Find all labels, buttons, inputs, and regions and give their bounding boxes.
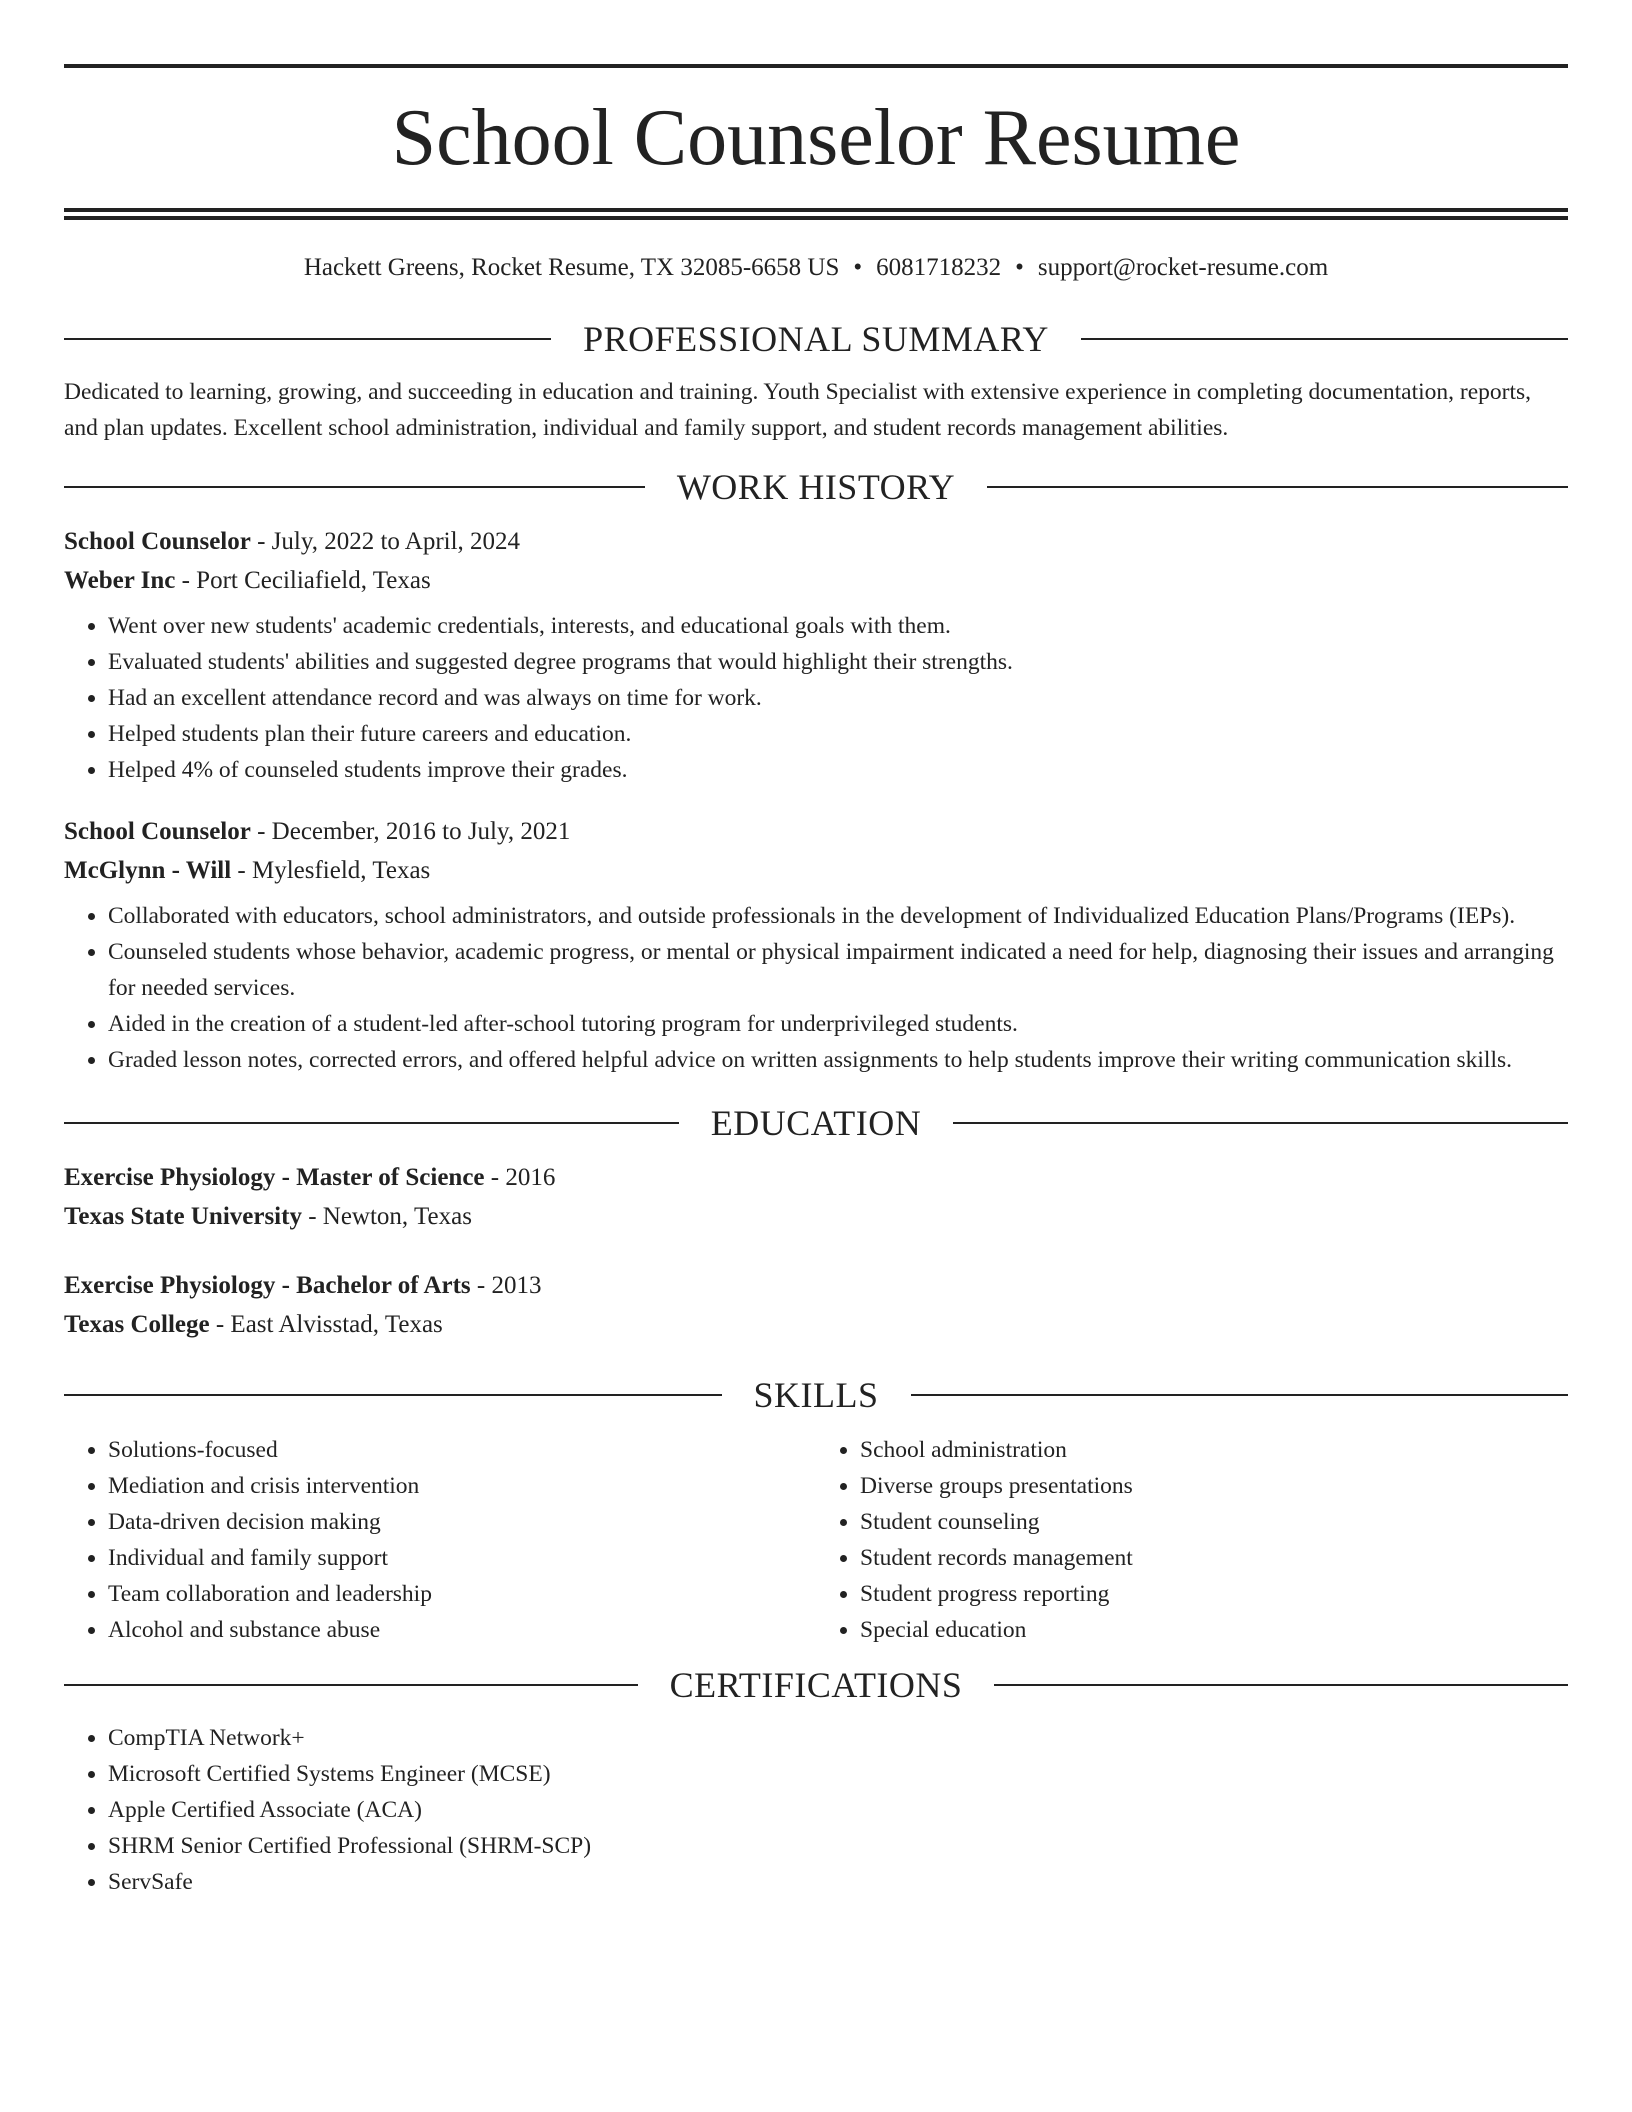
school: Texas College	[64, 1311, 210, 1338]
list-item: • Special education	[860, 1612, 1568, 1648]
section-title: PROFESSIONAL SUMMARY	[583, 319, 1049, 359]
job-title: School Counselor	[64, 818, 251, 845]
section-header-certifications	[64, 1664, 1568, 1706]
school-location: - East Alvisstad, Texas	[209, 1311, 443, 1338]
list-item: • Helped students plan their future careers and education.	[108, 716, 1568, 752]
job-location: - Mylesfield, Texas	[231, 857, 431, 884]
degree-line	[64, 1158, 1568, 1197]
list-item: • Had an excellent attendance record and was always on time for work.	[108, 680, 1568, 716]
list-item: • School administration	[860, 1432, 1568, 1468]
school-line	[64, 1305, 1568, 1344]
list-item: • Data-driven decision making	[108, 1504, 816, 1540]
divider	[994, 1684, 1568, 1686]
title-double-rule	[64, 208, 1568, 220]
job-employer-line	[64, 851, 1568, 890]
section-header-summary	[64, 318, 1568, 360]
divider	[64, 1394, 722, 1396]
divider	[953, 1122, 1568, 1124]
list-item: • Team collaboration and leadership	[108, 1576, 816, 1612]
list-item: • CompTIA Network+	[108, 1720, 1568, 1756]
section-header-work	[64, 466, 1568, 508]
list-item: • SHRM Senior Certified Professional (SHRM-SCP)	[108, 1828, 1568, 1864]
divider	[1081, 338, 1568, 340]
list-item: • Diverse groups presentations	[860, 1468, 1568, 1504]
school: Texas State University	[64, 1203, 302, 1230]
job-entry	[64, 812, 1568, 1078]
job-title-line	[64, 812, 1568, 851]
job-employer-line	[64, 561, 1568, 600]
degree: Exercise Physiology - Master of Science	[64, 1164, 485, 1191]
contact-line	[64, 254, 1568, 282]
list-item: • Alcohol and substance abuse	[108, 1612, 816, 1648]
list-item: • Student records management	[860, 1540, 1568, 1576]
divider	[64, 338, 551, 340]
list-item: • Counseled students whose behavior, academic progress, or mental or physical impairment indicated a need for help, diagnosing their issues and arranging for needed services.	[108, 934, 1568, 1006]
list-item: • Individual and family support	[108, 1540, 816, 1576]
divider	[64, 1122, 679, 1124]
job-title: School Counselor	[64, 528, 251, 555]
school-location: - Newton, Texas	[301, 1203, 472, 1230]
list-item: • Graded lesson notes, corrected errors, and offered helpful advice on written assignments to help students improve their writing communication skills.	[108, 1042, 1568, 1078]
summary-text: Dedicated to learning, growing, and succeeding in education and training. Youth Specialist with extensive experience in completing documentation, reports, and plan updates. Excellent school administration, individual and family support, and student records management abilities.	[64, 379, 1532, 441]
list-item: • Aided in the creation of a student-led after-school tutoring program for underprivileged students.	[108, 1006, 1568, 1042]
skills-right-list	[816, 1432, 1568, 1648]
school-line	[64, 1197, 1568, 1236]
list-item: • Helped 4% of counseled students improve their grades.	[108, 752, 1568, 788]
degree-year: - 2016	[484, 1164, 556, 1191]
top-rule	[64, 64, 1568, 68]
skills-grid	[64, 1430, 1568, 1648]
education-entry	[64, 1158, 1568, 1236]
section-title: SKILLS	[753, 1375, 879, 1415]
section-title: CERTIFICATIONS	[669, 1665, 963, 1705]
resume-title: School Counselor Resume	[391, 94, 1241, 182]
divider	[64, 486, 645, 488]
job-entry	[64, 522, 1568, 788]
job-employer: McGlynn - Will	[64, 857, 232, 884]
degree: Exercise Physiology - Bachelor of Arts	[64, 1272, 471, 1299]
divider	[64, 1684, 638, 1686]
section-title: EDUCATION	[710, 1103, 922, 1143]
section-header-skills	[64, 1374, 1568, 1416]
contact-email: support@rocket-resume.com	[1037, 254, 1329, 281]
contact-address: Hackett Greens, Rocket Resume, TX 32085-6658 US	[303, 254, 840, 281]
section-header-education	[64, 1102, 1568, 1144]
list-item: • ServSafe	[108, 1864, 1568, 1900]
job-bullets	[64, 608, 1568, 788]
list-item: • Microsoft Certified Systems Engineer (MCSE)	[108, 1756, 1568, 1792]
list-item: • Mediation and crisis intervention	[108, 1468, 816, 1504]
skills-left-list	[64, 1432, 816, 1648]
list-item: • Evaluated students' abilities and suggested degree programs that would highlight their strengths.	[108, 644, 1568, 680]
contact-separator: •	[1015, 254, 1024, 281]
degree-line	[64, 1266, 1568, 1305]
list-item: • Collaborated with educators, school administrators, and outside professionals in the development of Individualized Education Plans/Programs (IEPs).	[108, 898, 1568, 934]
divider	[911, 1394, 1569, 1396]
job-employer: Weber Inc	[64, 567, 176, 594]
education-entry	[64, 1266, 1568, 1344]
contact-separator: •	[853, 254, 863, 281]
degree-year: - 2013	[470, 1272, 542, 1299]
contact-phone: 6081718232	[876, 254, 1002, 281]
list-item: • Apple Certified Associate (ACA)	[108, 1792, 1568, 1828]
list-item: • Went over new students' academic credentials, interests, and educational goals with them.	[108, 608, 1568, 644]
section-title: WORK HISTORY	[676, 467, 956, 507]
list-item: • Student progress reporting	[860, 1576, 1568, 1612]
job-dates: - July, 2022 to April, 2024	[250, 528, 521, 555]
certifications-list	[64, 1720, 1568, 1900]
list-item: • Solutions-focused	[108, 1432, 816, 1468]
divider	[987, 486, 1568, 488]
job-bullets	[64, 898, 1568, 1078]
job-title-line	[64, 522, 1568, 561]
list-item: • Student counseling	[860, 1504, 1568, 1540]
job-location: - Port Ceciliafield, Texas	[175, 567, 431, 594]
job-dates: - December, 2016 to July, 2021	[250, 818, 571, 845]
